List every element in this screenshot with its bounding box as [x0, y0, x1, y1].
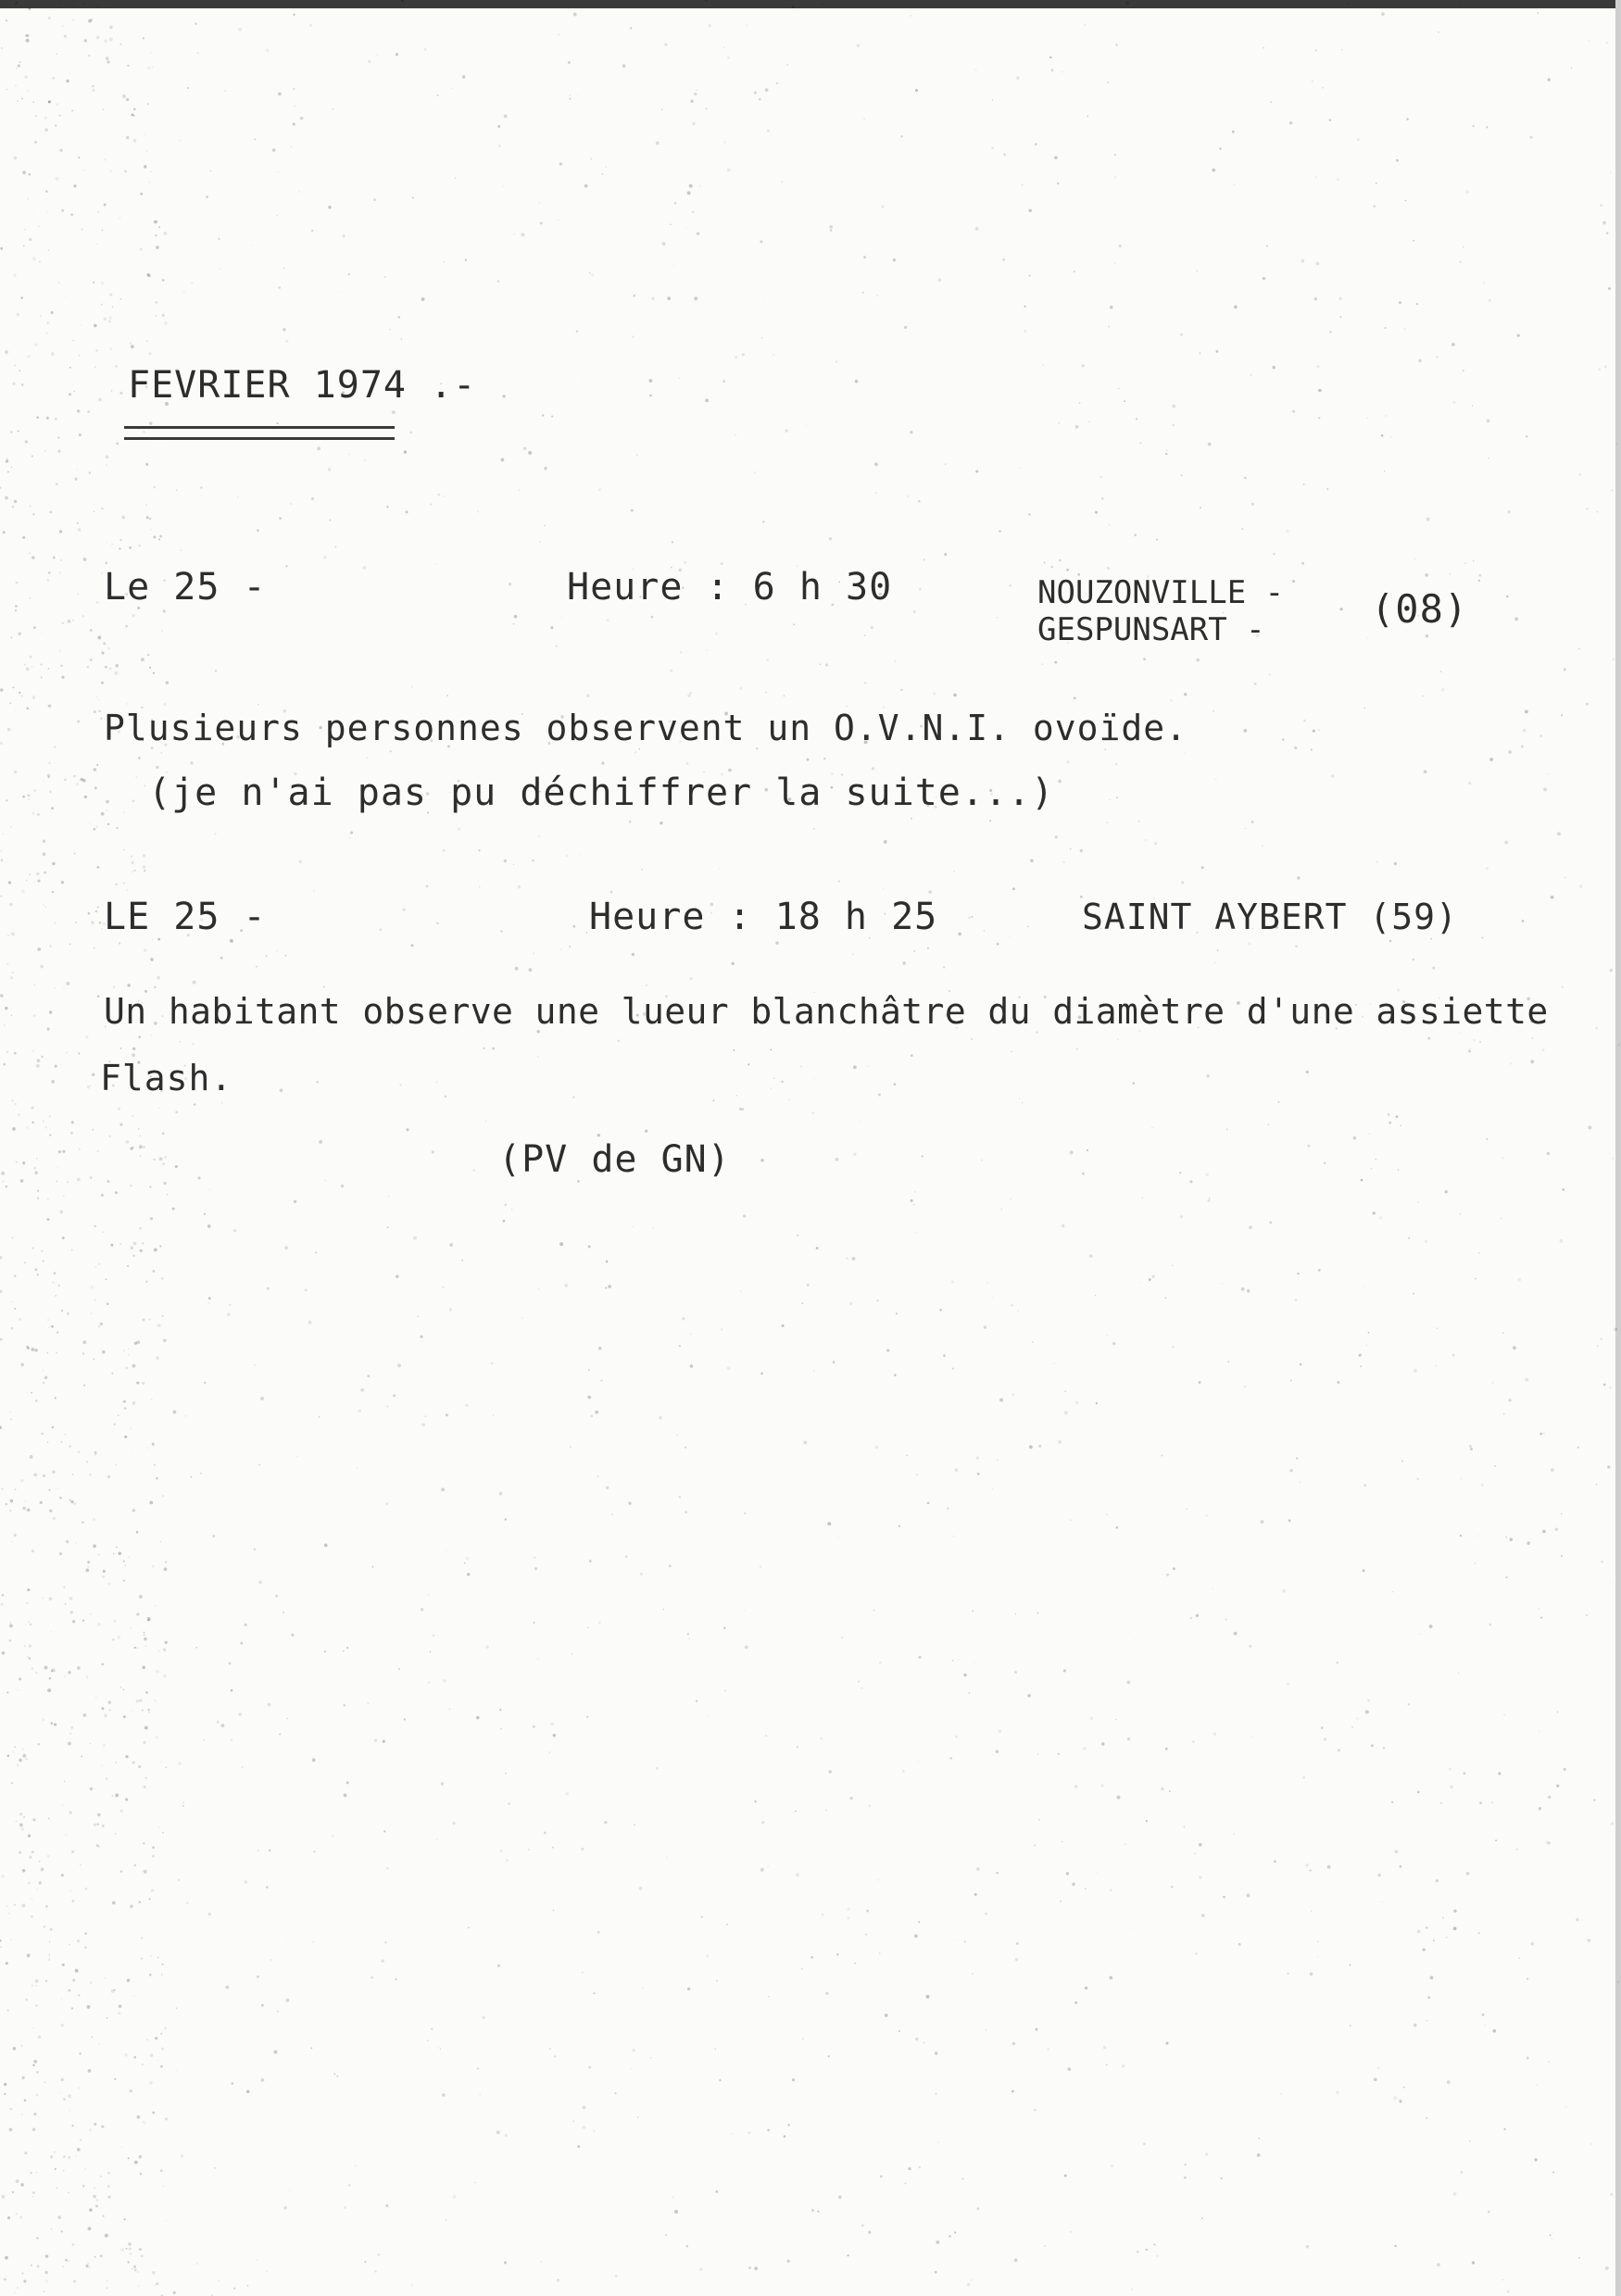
entry-1-note: (je n'ai pas pu déchiffrer la suite...): [148, 772, 1055, 814]
entry-1-department: (08): [1371, 586, 1469, 632]
entry-1-place-line-1: NOUZONVILLE -: [1037, 574, 1285, 611]
page-heading: FEVRIER 1974 .-: [128, 364, 477, 407]
entry-1-time: Heure : 6 h 30: [567, 566, 893, 609]
heading-underline: [124, 426, 395, 440]
right-scan-edge: [1615, 0, 1621, 2296]
entry-2-description-line-1: Un habitant observe une lueur blanchâtre du diamètre d'une assiette: [104, 991, 1549, 1032]
entry-2-description-line-2: Flash.: [100, 1058, 233, 1098]
entry-1-place-line-2: GESPUNSART -: [1037, 611, 1265, 648]
entry-2-time: Heure : 18 h 25: [589, 896, 938, 938]
entry-2-date: LE 25 -: [104, 896, 267, 938]
entry-1-date: Le 25 -: [104, 566, 267, 609]
source-reference: (PV de GN): [498, 1138, 731, 1181]
entry-2-place: SAINT AYBERT (59): [1082, 897, 1458, 937]
top-border-line: [0, 0, 1621, 8]
entry-1-description: Plusieurs personnes observent un O.V.N.I. ovoïde.: [104, 708, 1188, 748]
